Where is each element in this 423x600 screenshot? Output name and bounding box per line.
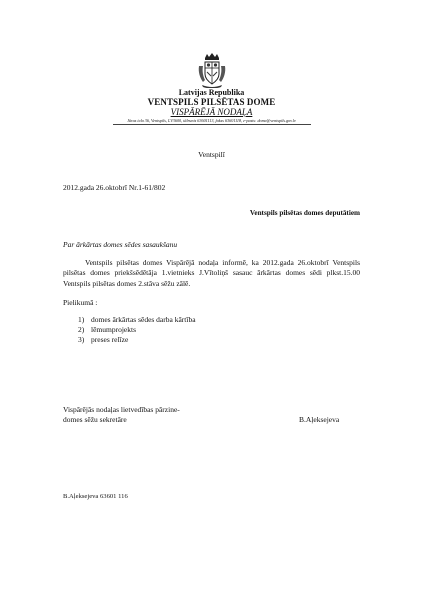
letterhead-address: Jūras iela 36, Ventspils, LV3600, tālrunis 63601113, fakss 63601118, e-pasts: dome@ventspils.gov.lv <box>127 118 296 123</box>
signatory-title <box>63 405 180 425</box>
letterhead-divider <box>113 124 311 125</box>
recipient: Ventspils pilsētas domes deputātiem <box>249 209 360 217</box>
letterhead-country: Latvijas Republika <box>178 88 245 97</box>
footer-contact: B.Aļeksejeva 63601 116 <box>63 493 128 500</box>
list-item <box>78 315 196 325</box>
annex-list <box>78 315 196 346</box>
signatory-title-line2: domes sēžu sekretāre <box>63 415 127 425</box>
signatory-name: B.Aļeksejeva <box>299 415 340 424</box>
coat-of-arms-icon <box>197 52 227 88</box>
list-item-number: 2) <box>78 325 85 335</box>
document-number: 2012.gada 26.oktobrī Nr.1-61/802 <box>63 183 166 192</box>
body-paragraph: Ventspils pilsētas domes Vispārējā nodaļa informē, ka 2012.gada 26.oktobrī Ventspils pilsētas domes priekšsēdētāja 1.vietnieks J.Vītoliņš sasauc ārkārtas domes sēdi plkst.15.00 Ventspils pilsētas domes 2.stāva sēžu zālē. <box>63 258 360 288</box>
list-item-text: lēmumprojekts <box>91 325 136 335</box>
list-item <box>78 325 196 335</box>
letterhead-department <box>0 107 423 117</box>
list-item-text: preses relīze <box>91 335 129 345</box>
list-item-number: 1) <box>78 315 85 324</box>
signatory-title-line1: Vispārējās nodaļas lietvedības pārzine- <box>63 405 180 414</box>
list-item-number: 3) <box>78 335 85 345</box>
list-item <box>78 335 196 345</box>
letterhead-council: VENTSPILS PILSĒTAS DOME <box>147 97 276 107</box>
annex-label: Pielikumā : <box>63 298 98 307</box>
subject-line: Par ārkārtas domes sēdes sasaukšanu <box>63 240 178 249</box>
place-of-issue: Ventspilī <box>198 150 225 159</box>
department-name: VISPĀRĒJĀ NODAĻA <box>170 107 253 117</box>
list-item-text: domes ārkārtas sēdes darba kārtība <box>91 315 196 324</box>
